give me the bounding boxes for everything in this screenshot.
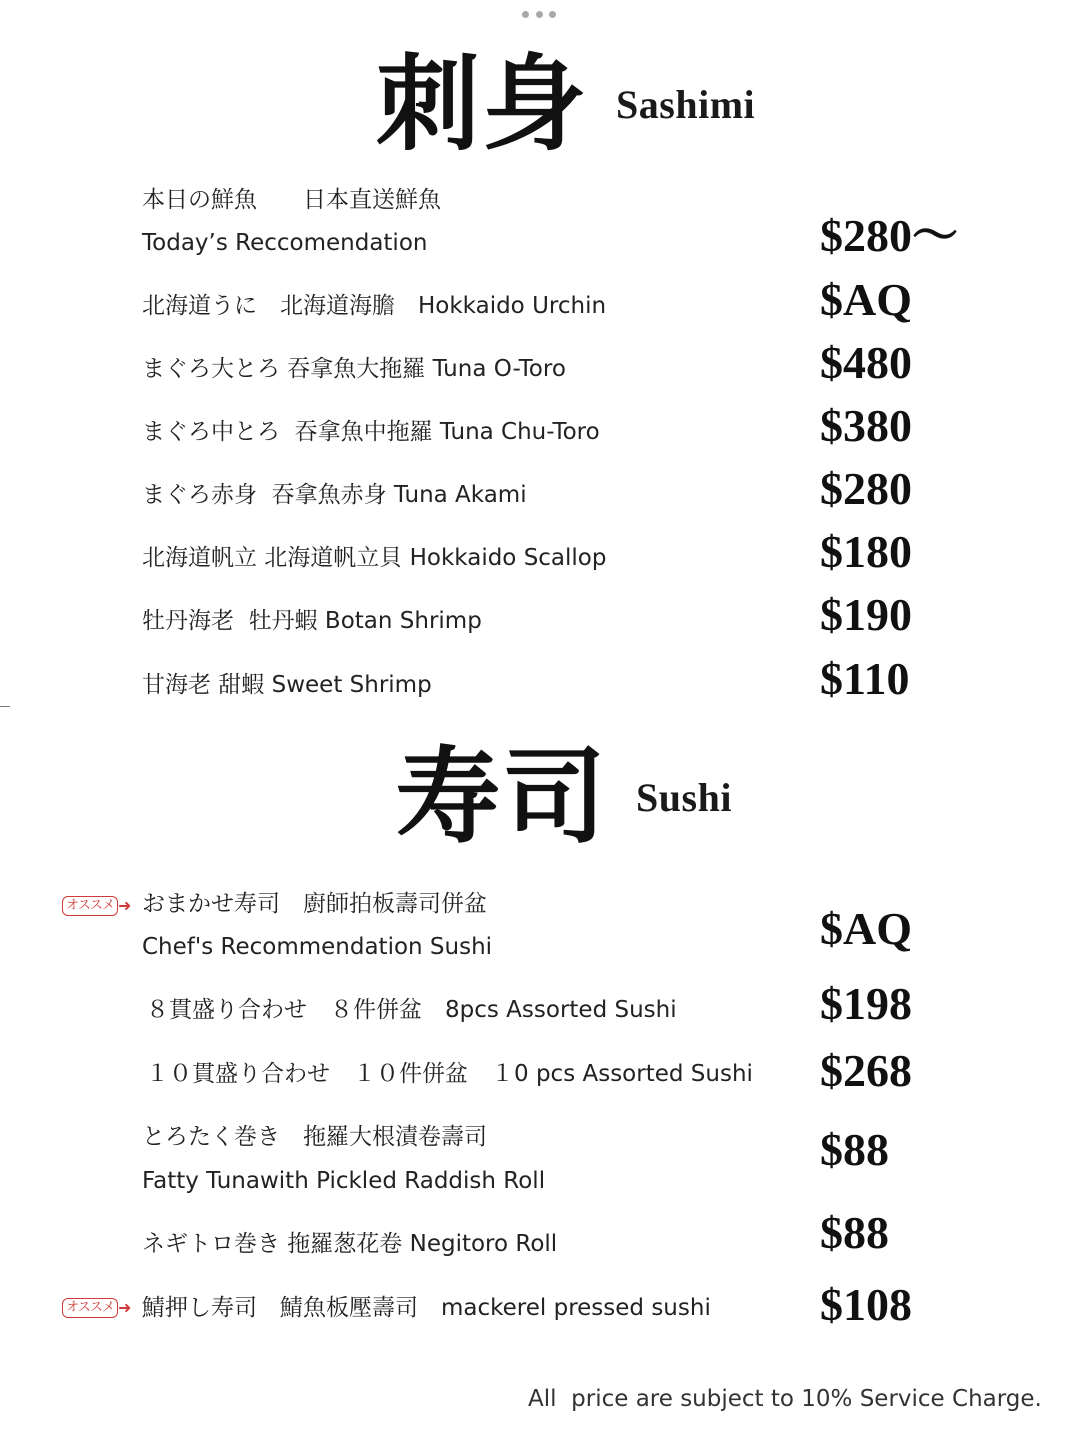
sushi-item-6-price: $108	[820, 1279, 912, 1330]
sushi-item-1-name-jp: おまかせ寿司 廚師拍板壽司併盆	[142, 891, 487, 917]
arrow-right-icon: ➜	[118, 1298, 132, 1317]
recommended-badge: オススメ ➜	[62, 1297, 136, 1321]
sushi-item-6-name: 鯖押し寿司 鯖魚板壓壽司 mackerel pressed sushi	[142, 1295, 711, 1321]
sashimi-title-kanji: 刺身	[376, 42, 589, 165]
sashimi-item-6-price: $180	[820, 526, 912, 577]
sushi-item-5-price: $88	[820, 1207, 889, 1258]
sashimi-item-8-name: 甘海老 甜蝦 Sweet Shrimp	[142, 672, 432, 698]
sushi-item-2-price: $198	[820, 978, 912, 1029]
sushi-item-3-price: $268	[820, 1045, 912, 1096]
sushi-item-4-name-en: Fatty Tunawith Pickled Raddish Roll	[142, 1168, 546, 1194]
sashimi-item-3-name: まぐろ大とろ 吞拿魚大拖羅 Tuna O-Toro	[142, 356, 566, 382]
sushi-title-kanji: 寿司	[396, 735, 609, 858]
more-options-icon[interactable]	[522, 8, 556, 20]
sashimi-item-1-price: $280～	[820, 210, 958, 261]
service-charge-note: All price are subject to 10% Service Charge.	[528, 1386, 1042, 1412]
sashimi-item-7-name: 牡丹海老 牡丹蝦 Botan Shrimp	[142, 608, 482, 634]
sashimi-item-3-price: $480	[820, 337, 912, 388]
edge-mark	[0, 706, 10, 707]
sushi-item-1-name-en: Chef's Recommendation Sushi	[142, 934, 493, 960]
sashimi-heading	[376, 42, 756, 165]
sushi-item-4-price: $88	[820, 1124, 889, 1175]
sashimi-item-2-price: $AQ	[820, 274, 912, 325]
sashimi-item-5-name: まぐろ赤身 吞拿魚赤身 Tuna Akami	[142, 482, 527, 508]
sushi-item-4-name-jp: とろたく巻き 拖羅大根漬卷壽司	[142, 1124, 487, 1150]
sushi-item-1-price: $AQ	[820, 903, 912, 954]
sushi-item-3-name: １０貫盛り合わせ １０件併盆 １0 pcs Assorted Sushi	[146, 1061, 753, 1087]
recommended-badge: オススメ ➜	[62, 895, 136, 919]
arrow-right-icon: ➜	[118, 896, 132, 915]
sashimi-item-8-price: $110	[820, 653, 910, 704]
sushi-item-2-name: ８貫盛り合わせ ８件併盆 8pcs Assorted Sushi	[146, 997, 677, 1023]
sashimi-item-5-price: $280	[820, 463, 912, 514]
sashimi-item-2-name: 北海道うに 北海道海膽 Hokkaido Urchin	[142, 293, 607, 319]
sushi-heading	[396, 735, 732, 858]
sushi-item-5-name: ネギトロ巻き 拖羅葱花卷 Negitoro Roll	[142, 1231, 558, 1257]
sashimi-item-6-name: 北海道帆立 北海道帆立貝 Hokkaido Scallop	[142, 545, 607, 571]
sashimi-item-4-name: まぐろ中とろ 吞拿魚中拖羅 Tuna Chu-Toro	[142, 419, 600, 445]
sushi-title-latin: Sushi	[636, 774, 732, 820]
sashimi-item-7-price: $190	[820, 589, 912, 640]
sashimi-item-4-price: $380	[820, 400, 912, 451]
sashimi-item-1-name-en: Today’s Reccomendation	[142, 230, 428, 256]
sashimi-title-latin: Sashimi	[616, 81, 756, 127]
sashimi-item-1-name-jp: 本日の鮮魚 日本直送鮮魚	[142, 187, 441, 213]
